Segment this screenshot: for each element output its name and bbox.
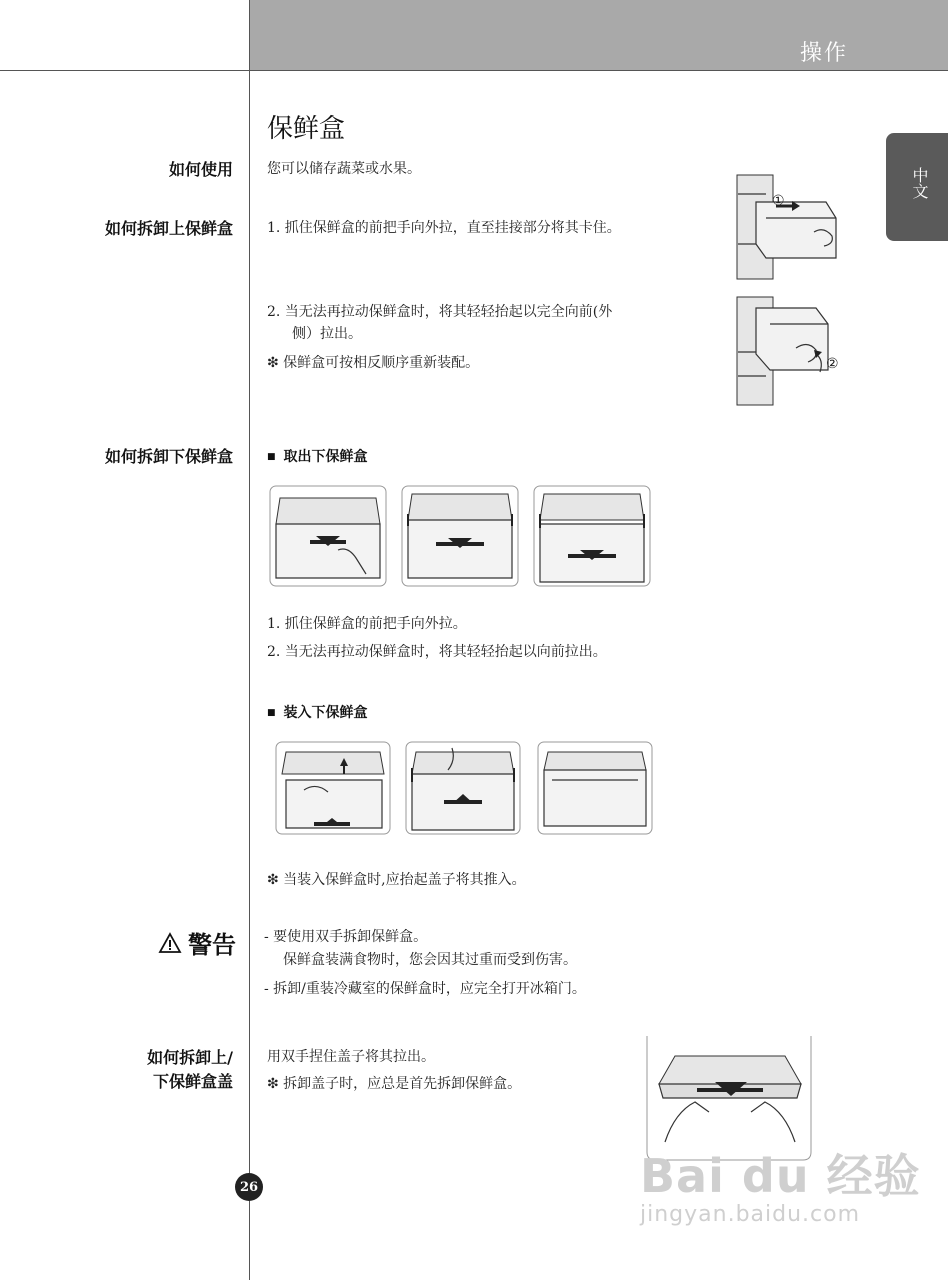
- figure-label-1: ①: [772, 193, 785, 209]
- remove-step-a: [270, 486, 386, 586]
- remove-step2: 2. 当无法再拉动保鲜盒时，将其轻轻抬起以向前拉出。: [267, 644, 607, 660]
- install-step-a: [276, 742, 390, 834]
- install-note: ❇ 当装入保鲜盒时,应抬起盖子将其推入。: [267, 872, 526, 888]
- remove-step-c: [534, 486, 650, 586]
- watermark-brand: Bai du 经验: [640, 1149, 921, 1203]
- section-title: 保鲜盒: [267, 114, 346, 144]
- upper-box-step2: 2. 当无法再拉动保鲜盒时，将其轻轻抬起以完全向前(外: [267, 304, 613, 320]
- watermark-url: jingyan.baidu.com: [640, 1202, 861, 1227]
- install-step-c: [538, 742, 652, 834]
- warning-label: 警告: [188, 931, 236, 959]
- install-lower-box-illustrations: [274, 740, 654, 838]
- remove-lower-box-illustrations: [268, 484, 654, 590]
- upper-box-label: 如何拆卸上保鲜盒: [104, 219, 233, 238]
- remove-step-b: [402, 486, 518, 586]
- lower-box-label: 如何拆卸下保鲜盒: [104, 447, 233, 466]
- upper-box-step2-cont: 侧）拉出。: [292, 326, 362, 342]
- cover-note: ❇ 拆卸盖子时，应总是首先拆卸保鲜盒。: [267, 1076, 522, 1092]
- upper-box-lift-illustration: [736, 296, 846, 406]
- margin-divider: [249, 0, 250, 1280]
- warning-line2: 保鲜盒装满食物时，您会因其过重而受到伤害。: [283, 952, 577, 968]
- cover-label-line1: 如何拆卸上/: [147, 1048, 233, 1067]
- upper-box-step1: 1. 抓住保鲜盒的前把手向外拉，直至挂接部分将其卡住。: [267, 220, 621, 236]
- watermark: [640, 1140, 921, 1227]
- upper-box-note: ❇ 保鲜盒可按相反顺序重新装配。: [267, 355, 480, 371]
- remove-lower-box-title: ■ 取出下保鲜盒: [267, 446, 368, 466]
- remove-step1: 1. 抓住保鲜盒的前把手向外拉。: [267, 616, 467, 632]
- cover-label-line2: 下保鲜盒盖: [152, 1072, 233, 1091]
- upper-box-pull-illustration: [736, 174, 846, 282]
- language-tab-label: 中文: [910, 167, 929, 199]
- top-divider: [0, 70, 948, 71]
- install-lower-box-title: ■ 装入下保鲜盒: [267, 702, 368, 722]
- how-to-use-label: 如何使用: [168, 160, 233, 179]
- cover-text: 用双手捏住盖子将其拉出。: [267, 1049, 435, 1065]
- warning-line1: - 要使用双手拆卸保鲜盒。: [264, 929, 428, 945]
- page-number: 26: [235, 1173, 263, 1201]
- figure-label-2: ②: [826, 356, 839, 372]
- how-to-use-text: 您可以储存蔬菜或水果。: [267, 161, 421, 177]
- language-tab[interactable]: [886, 133, 948, 241]
- install-step-b: [406, 742, 520, 834]
- header-title: 操作: [799, 41, 848, 66]
- warning-line3: - 拆卸/重装冷藏室的保鲜盒时，应完全打开冰箱门。: [264, 981, 586, 997]
- warning-heading: [158, 925, 236, 960]
- warning-icon: [158, 932, 182, 954]
